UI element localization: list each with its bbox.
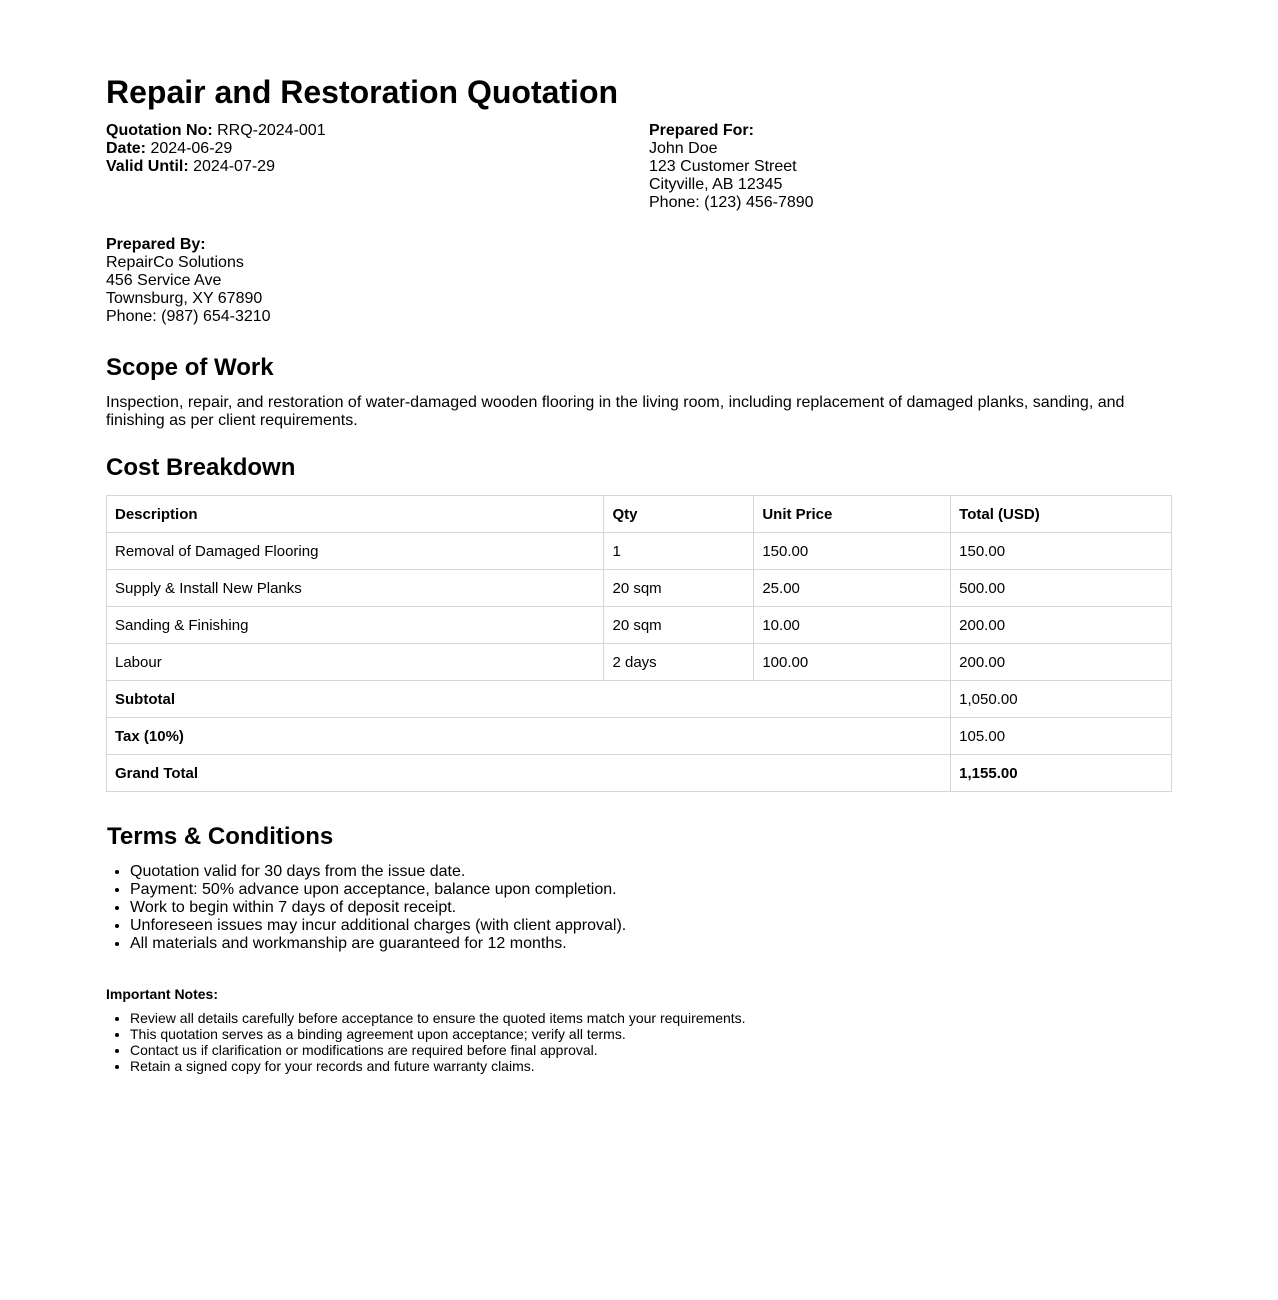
company-phone: Phone: (987) 654-3210	[106, 308, 271, 325]
quotation-date-label: Date:	[106, 140, 147, 157]
list-item: • Retain a signed copy for your records and future warranty claims.	[130, 1058, 746, 1074]
grand-total-label: Grand Total	[107, 755, 951, 792]
column-header-total: Total (USD)	[951, 496, 1172, 533]
tax-value: 105.00	[951, 718, 1172, 755]
column-header-description: Description	[107, 496, 604, 533]
terms-list	[106, 863, 626, 953]
quotation-number-line	[106, 122, 326, 140]
table-header-row	[107, 496, 1172, 533]
cell-total: 150.00	[951, 533, 1172, 570]
company-address-line1: 456 Service Ave	[106, 272, 222, 289]
cell-unit-price: 10.00	[754, 607, 951, 644]
prepared-for-block	[649, 122, 814, 212]
cell-qty: 2 days	[604, 644, 754, 681]
quotation-date-line	[106, 140, 326, 158]
list-item: • Payment: 50% advance upon acceptance, balance upon completion.	[130, 881, 626, 899]
quotation-date: 2024-06-29	[150, 140, 233, 157]
tax-row	[107, 718, 1172, 755]
table-row	[107, 607, 1172, 644]
grand-total-value: 1,155.00	[951, 755, 1172, 792]
table-row	[107, 570, 1172, 607]
column-header-qty: Qty	[604, 496, 754, 533]
list-item: • This quotation serves as a binding agreement upon acceptance; verify all terms.	[130, 1026, 746, 1042]
quotation-number: RRQ-2024-001	[217, 122, 326, 139]
scope-heading: Scope of Work	[106, 354, 274, 381]
prepared-for-label: Prepared For:	[649, 122, 754, 139]
subtotal-value: 1,050.00	[951, 681, 1172, 718]
column-header-unit-price: Unit Price	[754, 496, 951, 533]
list-item: • Review all details carefully before acceptance to ensure the quoted items match your requirements.	[130, 1010, 746, 1026]
subtotal-label: Subtotal	[107, 681, 951, 718]
cell-unit-price: 25.00	[754, 570, 951, 607]
prepared-by-label: Prepared By:	[106, 236, 206, 253]
quotation-number-label: Quotation No:	[106, 122, 213, 139]
cell-total: 500.00	[951, 570, 1172, 607]
scope-text: Inspection, repair, and restoration of water-damaged wooden flooring in the living room, including replacement of damaged planks, sanding, and finishing as per client requirements.	[106, 394, 1125, 429]
list-item: • Unforeseen issues may incur additional charges (with client approval).	[130, 917, 626, 935]
subtotal-row	[107, 681, 1172, 718]
cost-breakdown-heading: Cost Breakdown	[106, 454, 296, 481]
company-address-line2: Townsburg, XY 67890	[106, 290, 263, 307]
cell-total: 200.00	[951, 607, 1172, 644]
list-item: • All materials and workmanship are guaranteed for 12 months.	[130, 935, 626, 953]
customer-name: John Doe	[649, 140, 718, 157]
valid-until-line	[106, 158, 326, 176]
cell-total: 200.00	[951, 644, 1172, 681]
cell-description: Sanding & Finishing	[107, 607, 604, 644]
list-item: • Quotation valid for 30 days from the issue date.	[130, 863, 626, 881]
list-item: • Work to begin within 7 days of deposit receipt.	[130, 899, 626, 917]
cost-table	[106, 495, 1172, 792]
customer-address-line2: Cityville, AB 12345	[649, 176, 783, 193]
valid-until-date: 2024-07-29	[193, 158, 275, 175]
page-title: Repair and Restoration Quotation	[106, 74, 619, 110]
tax-label: Tax (10%)	[107, 718, 951, 755]
notes-list	[106, 1010, 746, 1074]
cell-description: Supply & Install New Planks	[107, 570, 604, 607]
cell-unit-price: 150.00	[754, 533, 951, 570]
quotation-meta	[106, 122, 326, 176]
cell-qty: 20 sqm	[604, 570, 754, 607]
table-row	[107, 533, 1172, 570]
cell-description: Labour	[107, 644, 604, 681]
terms-heading: Terms & Conditions	[107, 823, 334, 850]
grand-total-row	[107, 755, 1172, 792]
customer-phone: Phone: (123) 456-7890	[649, 194, 814, 211]
cell-unit-price: 100.00	[754, 644, 951, 681]
prepared-by-block	[106, 236, 271, 326]
cell-qty: 1	[604, 533, 754, 570]
cell-description: Removal of Damaged Flooring	[107, 533, 604, 570]
list-item: • Contact us if clarification or modifications are required before final approval.	[130, 1042, 746, 1058]
company-name: RepairCo Solutions	[106, 254, 244, 271]
table-row	[107, 644, 1172, 681]
notes-heading: Important Notes:	[106, 986, 218, 1002]
customer-address-line1: 123 Customer Street	[649, 158, 797, 175]
valid-until-label: Valid Until:	[106, 158, 189, 175]
cell-qty: 20 sqm	[604, 607, 754, 644]
